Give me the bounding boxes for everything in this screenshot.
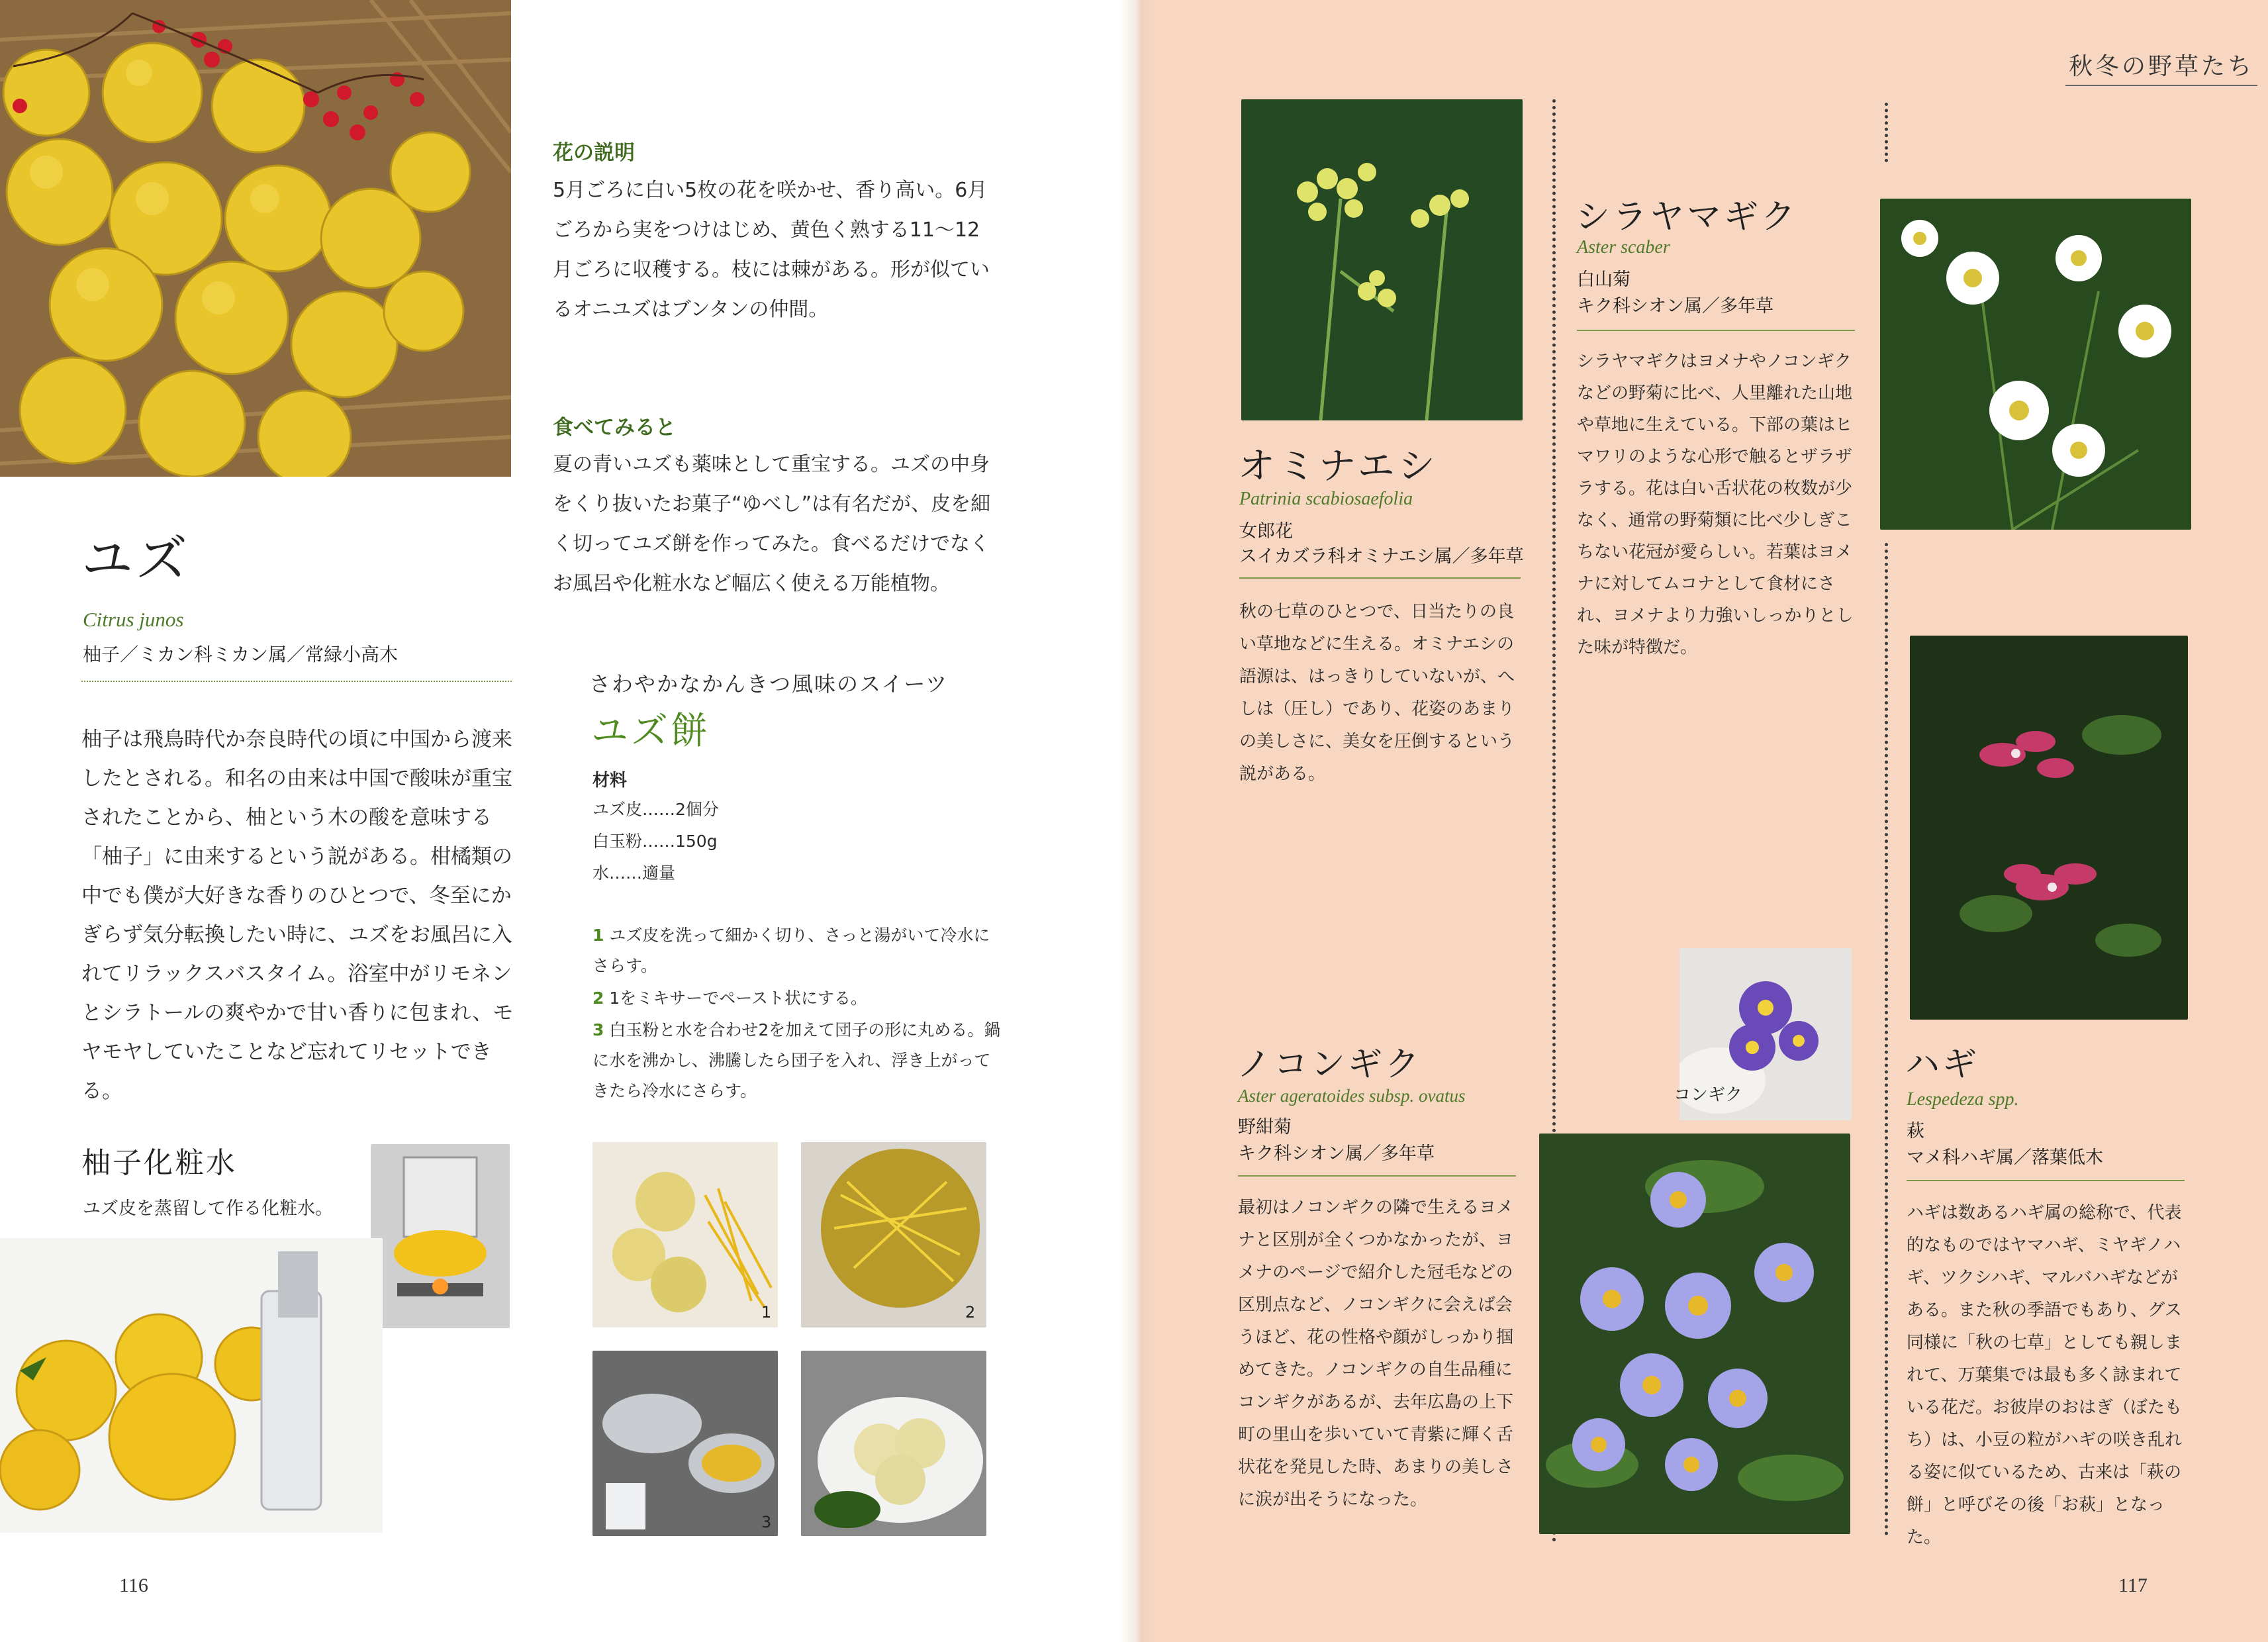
nokongiku-text: 最初はノコンギクの隣で生えるヨメナと区別が全くつかなかったが、ヨメナのページで紹介した冠毛などの区別点など、ノコンギクに会えば会うほど、花の性格や顔がしっかり掴めてきた。ノコンギクの自生品種にコンギクがあるが、去年広島の上下町の里山を歩いていて青紫に輝く舌状花を発見した時、あまりの美しさに涙が出そうになった。 — [1238, 1198, 1514, 1510]
recipe-photo-label: 1 — [761, 1303, 772, 1322]
recipe-photo-label: 3 — [761, 1513, 772, 1531]
shirayamagiku-divider — [1577, 330, 1855, 331]
recipe-photo-label: 2 — [965, 1303, 976, 1322]
recipe-photo-1 — [592, 1142, 778, 1328]
lotion-title: 柚子化粧水 — [81, 1146, 237, 1180]
nokongiku-photo — [1539, 1134, 1850, 1534]
nokongiku-latin-name: Aster ageratoides subsp. ovatus — [1238, 1086, 1466, 1106]
distiller-photo — [371, 1144, 510, 1328]
hagi-family: マメ科ハギ属／落葉低木 — [1907, 1147, 2103, 1168]
book-gutter — [1119, 0, 1158, 1642]
right-page-number: 117 — [2118, 1574, 2148, 1596]
yuzu-basket-photo — [0, 0, 511, 477]
recipe-step — [592, 920, 1003, 981]
eat-section-heading: 食べてみると — [553, 416, 676, 440]
hagi-kanji-name: 萩 — [1907, 1121, 1924, 1141]
recipe-step-text: ユズ皮を洗って細かく切り、さっと湯がいて冷水にさらす。 — [592, 926, 990, 975]
hagi-name: ハギ — [1905, 1045, 1980, 1085]
shirayamagiku-text: シラヤマギクはヨメナやノコンギクなどの野菊に比べ、人里離れた山地や草地に生えている。下部の葉はヒマワリのような心形で触るとザラザラする。花は白い舌状花の枚数が少なく、通常の野菊類に比べ少しぎこちない花冠が愛らしい。若葉はヨメナに対してムコナとして食材にされ、ヨメナより力強いしっかりとした味が特徴だ。 — [1577, 352, 1854, 657]
recipe-step-number: 2 — [592, 989, 604, 1008]
ominaeshi-photo — [1241, 99, 1523, 420]
flower-section-heading: 花の説明 — [553, 141, 635, 165]
ominaeshi-family: スイカズラ科オミナエシ属／多年草 — [1239, 546, 1524, 567]
ominaeshi-latin-name: Patrinia scabiosaefolia — [1239, 489, 1413, 509]
shirayamagiku-family: キク科シオン属／多年草 — [1577, 296, 1773, 316]
nokongiku-family: キク科シオン属／多年草 — [1238, 1143, 1435, 1164]
recipe-title: ユズ餅 — [591, 710, 710, 753]
hagi-photo — [1910, 636, 2188, 1020]
yuzu-description: 柚子は飛鳥時代か奈良時代の頃に中国から渡来したとされる。和名の由来は中国で酸味が重宝されたことから、柚という木の酸を意味する「柚子」に由来するという説がある。柑橘類の中でも僕が大好きな香りのひとつで、冬至にかぎらず気分転換したい時に、ユズをお風呂に入れてリラックスバスタイム。浴室中がリモネンとシラトールの爽やかで甘い香りに包まれ、モヤモヤしていたことなど忘れてリセットできる。 — [81, 728, 514, 1103]
nokongiku-divider — [1238, 1175, 1516, 1177]
shirayamagiku-kanji-name: 白山菊 — [1577, 269, 1630, 290]
hagi-divider — [1907, 1180, 2185, 1181]
ingredient-item: ユズ皮……2個分 — [592, 800, 719, 819]
header-underline — [2065, 85, 2257, 86]
recipe-subtitle: さわやかなかんきつ風味のスイーツ — [589, 671, 949, 697]
yuzu-latin-name: Citrus junos — [83, 608, 184, 631]
ominaeshi-divider — [1239, 577, 1521, 579]
recipe-step — [592, 983, 1003, 1014]
column-divider — [1885, 543, 1888, 1536]
eat-section-text: 夏の青いユズも薬味として重宝する。ユズの中身をくり抜いたお菓子“ゆべし”は有名だが、皮を細く切ってユズ餅を作ってみた。食べるだけでなくお風呂や化粧水など幅広く使える万能植物。 — [553, 453, 991, 595]
nokongiku-name: ノコンギク — [1237, 1045, 1423, 1085]
ingredients-label: 材料 — [592, 771, 628, 791]
recipe-step — [592, 1015, 1003, 1106]
recipe-photo-2 — [801, 1142, 986, 1328]
recipe-step-number: 3 — [592, 1020, 604, 1039]
column-divider — [1885, 103, 1888, 162]
flower-section-text: 5月ごろに白い5枚の花を咲かせ、香り高い。6月ごろから実をつけはじめ、黄色く熟する11〜12月ごろに収穫する。枝には棘がある。形が似ているオニユズはブンタンの仲間。 — [553, 179, 990, 321]
kongiku-caption: コンギク — [1674, 1085, 1743, 1105]
shirayamagiku-photo — [1880, 199, 2191, 530]
ominaeshi-kanji-name: 女郎花 — [1239, 521, 1293, 542]
yuzu-name: ユズ — [81, 530, 191, 589]
recipe-photo-4 — [801, 1351, 986, 1536]
shirayamagiku-latin-name: Aster scaber — [1577, 237, 1670, 258]
recipe-photo-3 — [592, 1351, 778, 1536]
recipe-step-text: 1をミキサーでペースト状にする。 — [609, 989, 868, 1008]
ominaeshi-text: 秋の七草のひとつで、日当たりの良い草地などに生える。オミナエシの語源は、はっきりしていないが、へしは（圧し）であり、花姿のあまりの美しさに、美女を圧倒するという説がある。 — [1239, 602, 1515, 784]
yuzu-lotion-photo — [0, 1238, 383, 1533]
left-page-number: 116 — [119, 1574, 148, 1596]
yuzu-divider — [81, 681, 512, 682]
yuzu-meta: 柚子／ミカン科ミカン属／常緑小高木 — [83, 644, 399, 665]
recipe-step-number: 1 — [592, 926, 604, 945]
recipe-step-text: 白玉粉と水を合わせ2を加えて団子の形に丸める。鍋に水を沸かし、沸騰したら団子を入れ、浮き上がってきたら冷水にさらす。 — [592, 1020, 1001, 1100]
shirayamagiku-name: シラヤマギク — [1576, 197, 1799, 237]
lotion-text: ユズ皮を蒸留して作る化粧水。 — [83, 1198, 333, 1219]
ingredient-item: 白玉粉……150g — [592, 832, 718, 851]
nokongiku-kanji-name: 野紺菊 — [1238, 1117, 1292, 1137]
ingredient-item: 水……適量 — [592, 863, 676, 883]
running-header: 秋冬の野草たち — [2069, 53, 2255, 80]
hagi-text: ハギは数あるハギ属の総称で、代表的なものではヤマハギ、ミヤギノハギ、ツクシハギ、マルバハギなどがある。また秋の季語でもあり、グス同様に「秋の七草」としても親しまれて、万葉集では最も多く詠まれている花だ。お彼岸のおはぎ（ぼたもち）は、小豆の粒がハギの咲き乱れる姿に似ているため、古来は「萩の餅」と呼びその後「お萩」となった。 — [1907, 1203, 2183, 1547]
ominaeshi-name: オミナエシ — [1238, 445, 1439, 488]
hagi-latin-name: Lespedeza spp. — [1907, 1089, 2019, 1110]
